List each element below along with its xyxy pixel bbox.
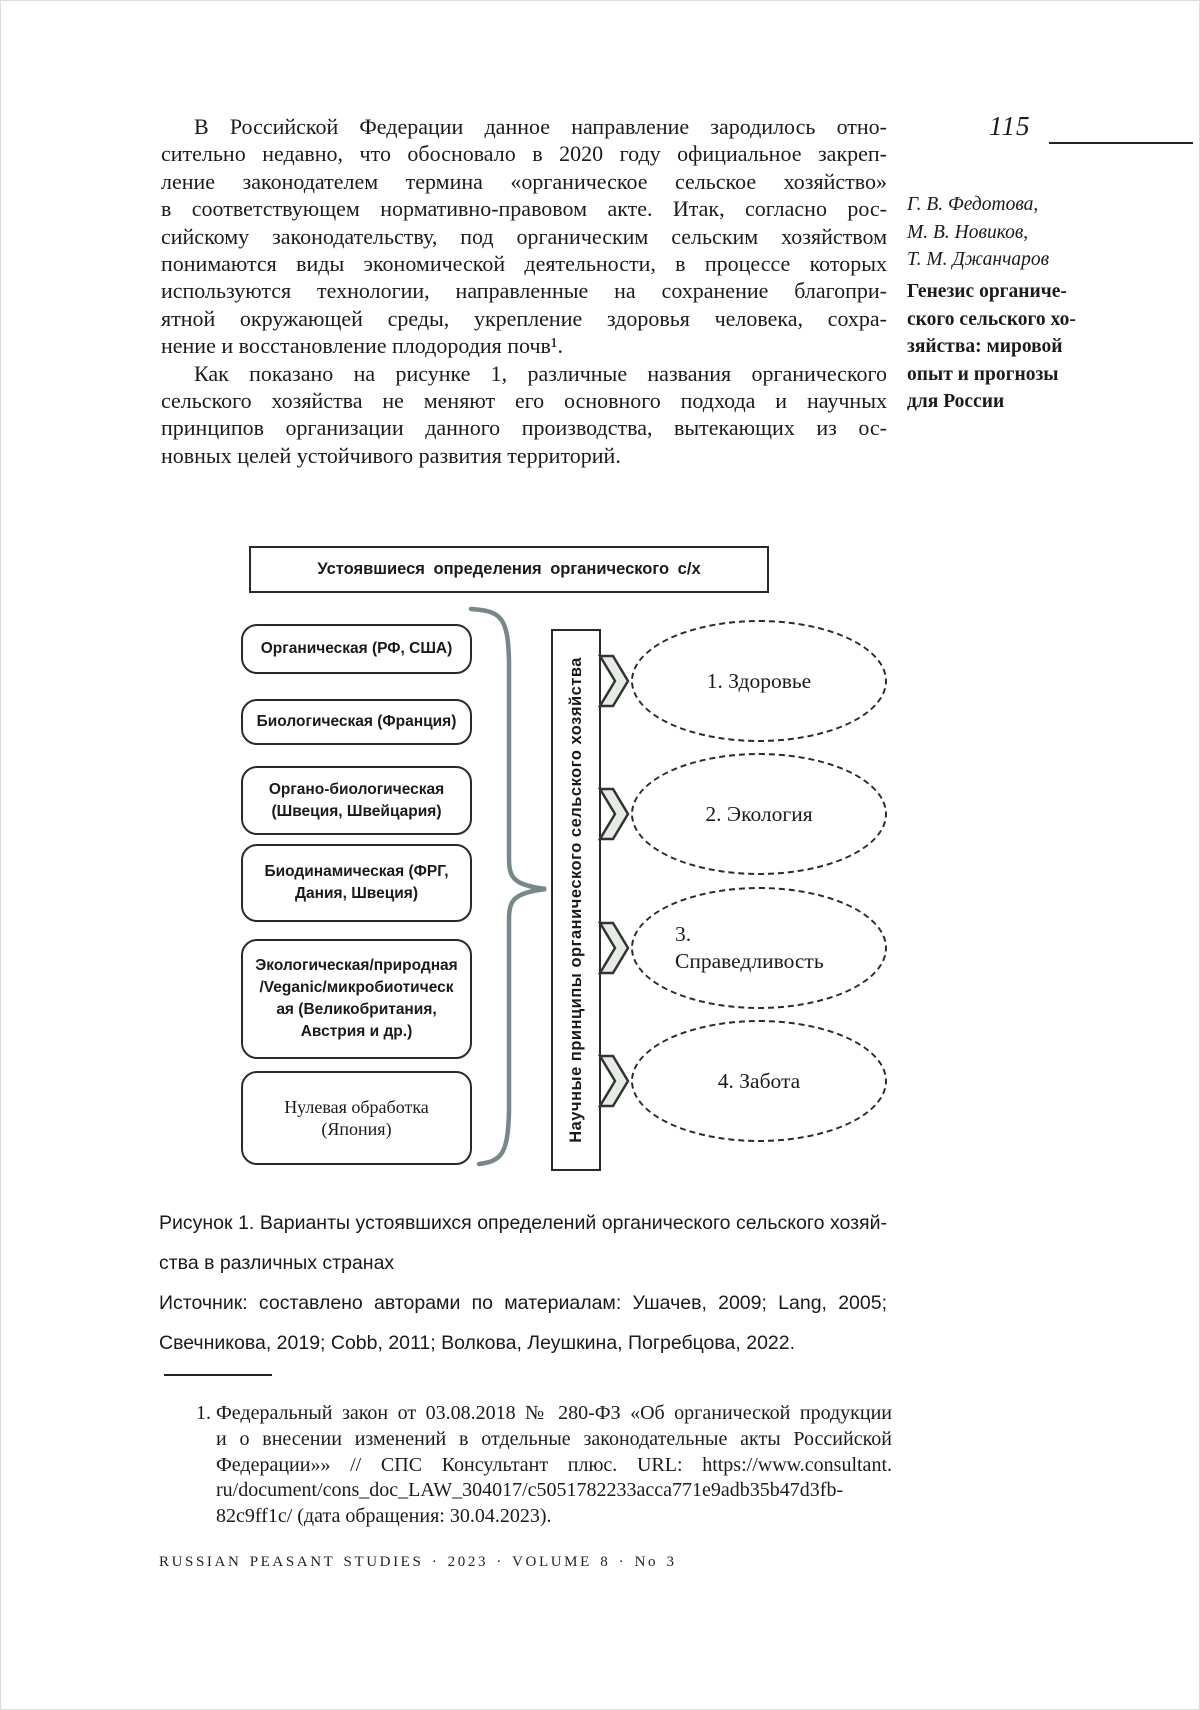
footnote-line: ru/document/cons_doc_LAW_304017/c5051782233acca771e9adb35b47d3fb- (216, 1479, 844, 1502)
chevron-right-icon (597, 786, 631, 842)
definition-line: (Швеция, Швейцария) (271, 802, 442, 820)
article-title (907, 278, 1107, 416)
body-line: принципов организации данного производства, вытекающих из ос- (161, 415, 887, 441)
definition-line: ая (Великобритания, (276, 1001, 437, 1018)
body-line: сельского хозяйства не меняют его основного подхода и научных (161, 388, 887, 414)
journal-footer: RUSSIAN PEASANT STUDIES · 2023 · VOLUME 8 · No 3 (159, 1554, 677, 1570)
axis-label-box (551, 629, 601, 1171)
article-title-line: ского сельского хо- (907, 308, 1076, 330)
definition-line: Биологическая (Франция) (256, 713, 457, 730)
definition-box-zero-tillage (241, 1071, 472, 1165)
author-name: Т. М. Джанчаров (907, 249, 1050, 270)
body-line: сительно недавно, что обосновало в 2020 году официальное закреп- (161, 141, 887, 167)
article-title-line: для России (907, 391, 1005, 412)
footnote-line: Федеральный закон от 03.08.2018 № 280-ФЗ «Об органической продукции (216, 1402, 892, 1424)
body-line: Как показано на рисунке 1, различные названия органического (194, 360, 887, 386)
definition-box-biological (241, 699, 472, 745)
caption-source-line: Свечникова, 2019; Cobb, 2011; Волкова, Леушкина, Погребцова, 2022. (159, 1332, 796, 1354)
definition-line: Нулевая обработка (284, 1097, 429, 1117)
chevron-right-icon (597, 920, 631, 976)
definition-line: (Япония) (321, 1119, 392, 1139)
article-title-line: Генезис органиче- (907, 281, 1067, 302)
definition-box-organo-biological (241, 766, 472, 835)
curly-brace (456, 599, 566, 1174)
body-line: нение и восстановление плодородия почв¹. (161, 333, 564, 359)
chevron-right-icon (597, 653, 631, 709)
principle-label: 2. Экология (705, 801, 813, 826)
body-line: используются технологии, направленные на сохранение благопри- (161, 278, 887, 304)
page-number: 115 (989, 111, 1031, 141)
footnote-line: 82c9ff1c/ (дата обращения: 30.04.2023). (216, 1505, 552, 1528)
principle-ellipse-fairness (631, 887, 887, 1009)
figure-caption (159, 1203, 887, 1363)
body-line: сийскому законодательству, под органическим сельским хозяйством (161, 223, 887, 249)
article-title-line: опыт и прогнозы (907, 363, 1059, 385)
header-rule (1049, 142, 1193, 144)
figure-header-box: Устоявшиеся определения органического с/х (249, 546, 769, 593)
definition-line: Органо-биологическая (268, 780, 445, 798)
principle-ellipse-ecology (631, 753, 887, 875)
footnote-rule (164, 1374, 272, 1376)
axis-label: Научные принципы органического сельского хозяйства (566, 657, 585, 1143)
principle-label: 4. Забота (717, 1068, 801, 1093)
definition-box-ecological (241, 939, 472, 1059)
definition-line: Дания, Швеция) (295, 885, 418, 902)
author-name: Г. В. Федотова, (907, 194, 1039, 215)
caption-line: Рисунок 1. Варианты устоявшихся определений органического сельского хозяй- (159, 1212, 887, 1234)
body-line: В Российской Федерации данное направление зародилось отно- (194, 114, 887, 139)
chevron-right-icon (597, 1053, 631, 1109)
principle-ellipse-care (631, 1020, 887, 1142)
definition-box-organic (241, 624, 472, 674)
author-name: М. В. Новиков, (907, 221, 1029, 243)
definition-line: /Veganic/микробиотическ (259, 979, 454, 996)
footnote-line: и о внесении изменений в отдельные законодательные акты Российской (216, 1427, 892, 1450)
footnote-line: Федерации»» // СПС Консультант плюс. URL: https://www.consultant. (216, 1453, 892, 1476)
principle-ellipse-health (631, 620, 887, 742)
principle-label: 1. Здоровье (706, 668, 812, 693)
margin-authors (907, 191, 1127, 274)
principle-label: Справедливость (675, 949, 824, 973)
body-line: в соответствующем нормативно-правовом акте. Итак, согласно рос- (161, 196, 887, 222)
definition-box-biodynamic (241, 844, 472, 922)
article-title-line: зяйства: мировой (907, 336, 1063, 357)
footnote (196, 1401, 892, 1530)
footnote-marker: 1. (196, 1402, 211, 1424)
body-text (161, 113, 887, 469)
body-line: ятной окружающей среды, укрепление здоровья человека, сохра- (161, 305, 887, 331)
body-line: понимаются виды экономической деятельности, в процессе которых (161, 251, 887, 277)
body-line: ление законодателем термина «органическое сельское хозяйство» (161, 168, 887, 194)
caption-source-line: Источник: составлено авторами по материалам: Ушачев, 2009; Lang, 2005; (159, 1292, 887, 1314)
principle-label: 3. (675, 922, 692, 946)
body-line: новных целей устойчивого развития территорий. (161, 442, 621, 468)
definition-line: Австрия и др.) (300, 1023, 413, 1040)
definition-line: Биодинамическая (ФРГ, (264, 863, 449, 880)
caption-line: ства в различных странах (159, 1252, 395, 1274)
definition-line: Органическая (РФ, США) (260, 640, 453, 657)
definition-line: Экологическая/природная (255, 957, 458, 974)
